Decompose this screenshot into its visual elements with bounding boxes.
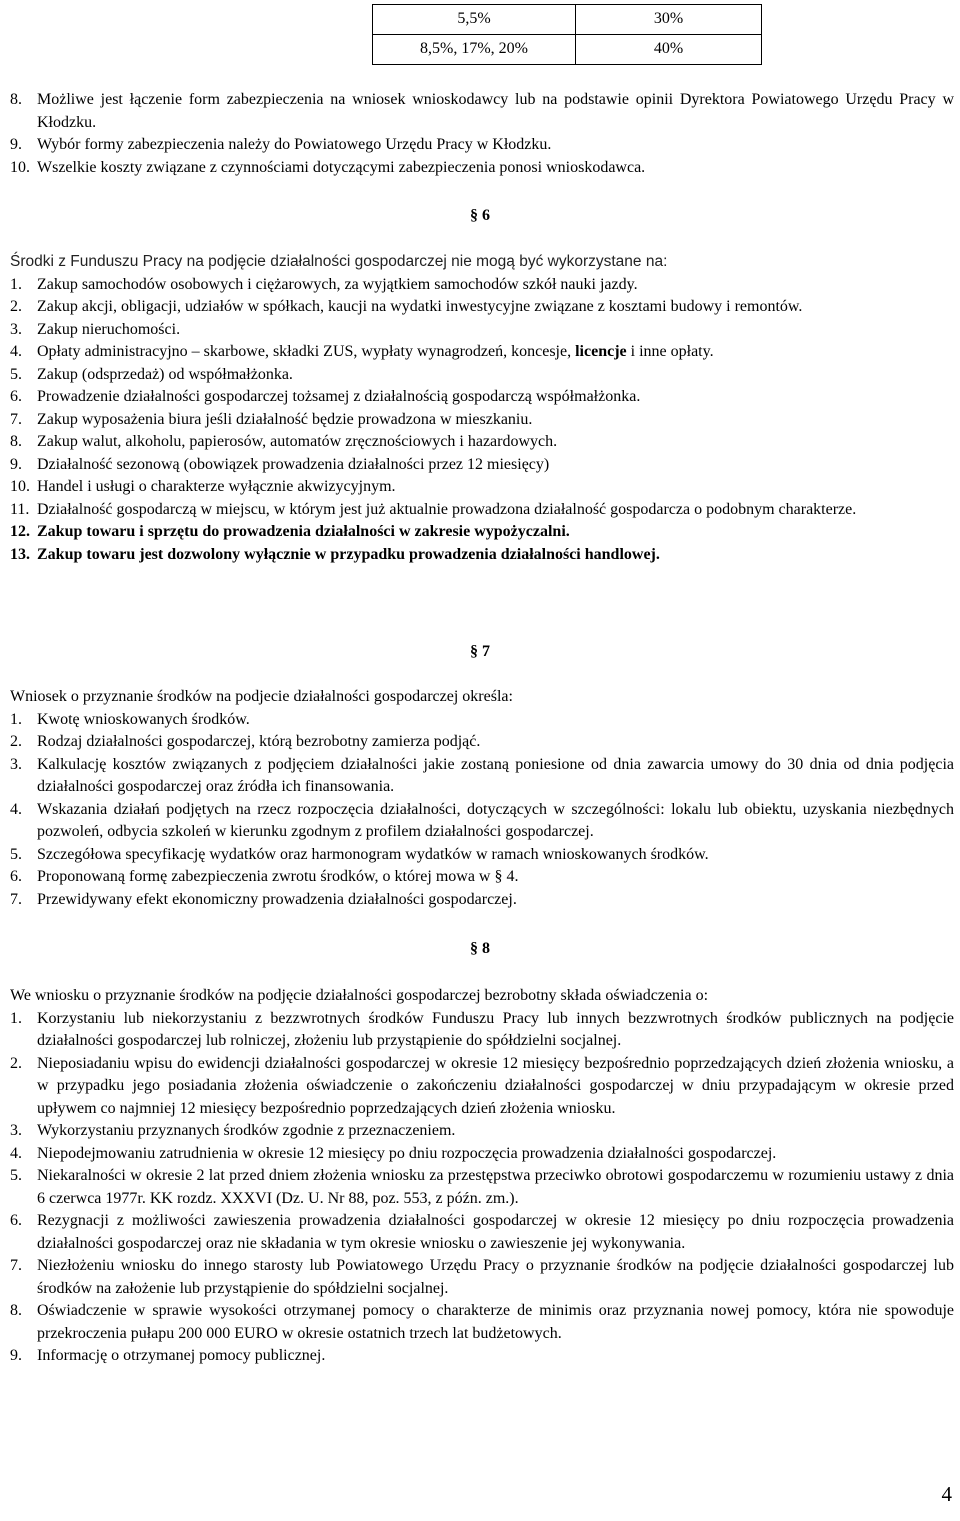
section-6 bbox=[10, 251, 954, 566]
list-item: 3. Kalkulację kosztów związanych z podjęciem działalności jakie zostaną poniesione od dnia zawarcia umowy do 30 dnia od dnia podjęcia działalności gospodarczej oraz źródła ich finansowania. bbox=[10, 755, 954, 795]
list-item: 12. Zakup towaru i sprzętu do prowadzenia działalności w zakresie wypożyczalni. bbox=[10, 523, 570, 540]
list-item: 6. Rezygnacji z możliwości zawieszenia prowadzenia działalności gospodarczej w okresie 12 miesięcy po dniu rozpoczęcia prowadzenia działalności gospodarczej oraz nie składania w tym okresie wniosku o zawieszenie jej wykonywania. bbox=[10, 1212, 954, 1252]
section-6-intro: Środki z Funduszu Pracy na podjęcie działalności gospodarczej nie mogą być wykorzystane na: bbox=[10, 253, 668, 270]
rates-table bbox=[372, 4, 762, 65]
list-item: 5. Szczegółowa specyfikację wydatków oraz harmonogram wydatków w ramach wnioskowanych środków. bbox=[10, 845, 709, 863]
section-8 bbox=[10, 985, 954, 1368]
page-number: 4 bbox=[941, 1482, 952, 1506]
list-item: 5. Zakup (odsprzedaż) od współmałżonka. bbox=[10, 365, 293, 383]
list-item: 8. Możliwe jest łączenie form zabezpieczenia na wniosek wnioskodawcy lub na podstawie opinii Dyrektora Powiatowego Urzędu Pracy w Kłodzku. bbox=[10, 91, 954, 131]
table-cell: 30% bbox=[576, 5, 762, 35]
list-item: 1. Korzystaniu lub niekorzystaniu z bezzwrotnych środków Funduszu Pracy lub innych bezzwrotnych środków publicznych na podjęcie działalności gospodarczej lub rolniczej, złożeniu lub przystąpienie do spółdzielni socjalnej. bbox=[10, 1009, 954, 1049]
table-cell: 40% bbox=[576, 35, 762, 65]
list-item: 3. Zakup nieruchomości. bbox=[10, 320, 181, 338]
table-row bbox=[373, 5, 762, 35]
section-6-header: § 6 bbox=[470, 207, 490, 224]
table-cell: 8,5%, 17%, 20% bbox=[373, 35, 576, 65]
list-item: 2. Nieposiadaniu wpisu do ewidencji działalności gospodarczej w okresie 12 miesięcy bezpośrednio poprzedzających dzień złożenia wniosku, a w przypadku jego posiadania złożenia oświadczenie o zakończeniu działalności gospodarczej w dniu przypadającym w okresie przed upływem co najmniej 12 miesięcy bezpośrednio poprzedzających dzień złożenia wniosku. bbox=[10, 1054, 954, 1117]
list-item: 6. Prowadzenie działalności gospodarczej tożsamej z działalnością gospodarczą współmałżonka. bbox=[10, 388, 641, 405]
section-8-header: § 8 bbox=[470, 940, 490, 957]
list-item: 6. Proponowaną formę zabezpieczenia zwrotu środków, o której mowa w § 4. bbox=[10, 868, 519, 885]
list-item: 10. Wszelkie koszty związane z czynnościami dotyczącymi zabezpieczenia ponosi wnioskodawca. bbox=[10, 158, 646, 176]
table-row bbox=[373, 35, 762, 65]
section-7-header: § 7 bbox=[470, 643, 490, 660]
list-item: 1. Kwotę wnioskowanych środków. bbox=[10, 710, 250, 728]
list-item: 2. Rodzaj działalności gospodarczej, którą bezrobotny zamierza podjąć. bbox=[10, 733, 481, 750]
list-item: 9. Wybór formy zabezpieczenia należy do Powiatowego Urzędu Pracy w Kłodzku. bbox=[10, 136, 552, 153]
list-item: 5. Niekaralności w okresie 2 lat przed dniem złożenia wniosku za przestępstwa przeciwko obrotowi gospodarczemu w rozumieniu ustawy z dnia 6 czerwca 1977r. KK rozdz. XXXVI (Dz. U. Nr 88, poz. 553, z późn. zm.). bbox=[10, 1167, 954, 1207]
list-item: 3. Wykorzystaniu przyznanych środków zgodnie z przeznaczeniem. bbox=[10, 1122, 456, 1139]
list-item: 8. Zakup walut, alkoholu, papierosów, automatów zręcznościowych i hazardowych. bbox=[10, 433, 558, 450]
list-item: 13. Zakup towaru jest dozwolony wyłącznie w przypadku prowadzenia działalności handlowej. bbox=[10, 545, 660, 563]
list-item: 1. Zakup samochodów osobowych i ciężarowych, za wyjątkiem samochodów szkół nauki jazdy. bbox=[10, 275, 638, 293]
list-item: 4. Niepodejmowaniu zatrudnienia w okresie 12 miesięcy po dniu rozpoczęcia prowadzenia działalności gospodarczej. bbox=[10, 1144, 777, 1162]
section-8-intro: We wniosku o przyznanie środków na podjęcie działalności gospodarczej bezrobotny składa oświadczenia o: bbox=[10, 987, 709, 1004]
list-item: 9. Działalność sezonową (obowiązek prowadzenia działalności przez 12 miesięcy) bbox=[10, 455, 550, 473]
section-7-intro: Wniosek o przyznanie środków na podjecie działalności gospodarczej określa: bbox=[10, 688, 513, 705]
list-item: 7. Niezłożeniu wniosku do innego starosty lub Powiatowego Urzędu Pracy o przyznanie środków na podjęcie działalności gospodarczej lub środków na założenie lub przystąpienie do spółdzielni socjalnej. bbox=[10, 1257, 954, 1297]
list-item: 4. Opłaty administracyjno – skarbowe, składki ZUS, wypłaty wynagrodzeń, koncesje, licencje i inne opłaty. bbox=[10, 343, 714, 360]
list-item: 2. Zakup akcji, obligacji, udziałów w spółkach, kaucji na wydatki inwestycyjne związane z kosztami budowy i remontów. bbox=[10, 298, 803, 315]
list-item: 4. Wskazania działań podjętych na rzecz rozpoczęcia działalności, dotyczących w szczególności: lokalu lub obiektu, uzyskania niezbędnych pozwoleń, odbycia szkoleń w kierunku zgodnym z profilem działalności gospodarczej. bbox=[10, 800, 954, 840]
list-item: 8. Oświadczenie w sprawie wysokości otrzymanej pomocy o charakterze de minimis oraz przyznania nowej pomocy, która nie spowoduje przekroczenia pułapu 200 000 EURO w okresie ostatnich trzech lat budżetowych. bbox=[10, 1302, 954, 1342]
list-item: 11. Działalność gospodarczą w miejscu, w którym jest już aktualnie prowadzona działalność gospodarcza o podobnym charakterze. bbox=[10, 500, 857, 518]
security-rules-list bbox=[10, 89, 954, 179]
table-cell: 5,5% bbox=[373, 5, 576, 35]
list-item: 10. Handel i usługi o charakterze wyłącznie akwizycyjnym. bbox=[10, 478, 396, 495]
list-item: 9. Informację o otrzymanej pomocy publicznej. bbox=[10, 1347, 326, 1364]
section-7 bbox=[10, 686, 954, 911]
list-item: 7. Zakup wyposażenia biura jeśli działalność będzie prowadzona w mieszkaniu. bbox=[10, 410, 533, 428]
list-item: 7. Przewidywany efekt ekonomiczny prowadzenia działalności gospodarczej. bbox=[10, 890, 517, 908]
